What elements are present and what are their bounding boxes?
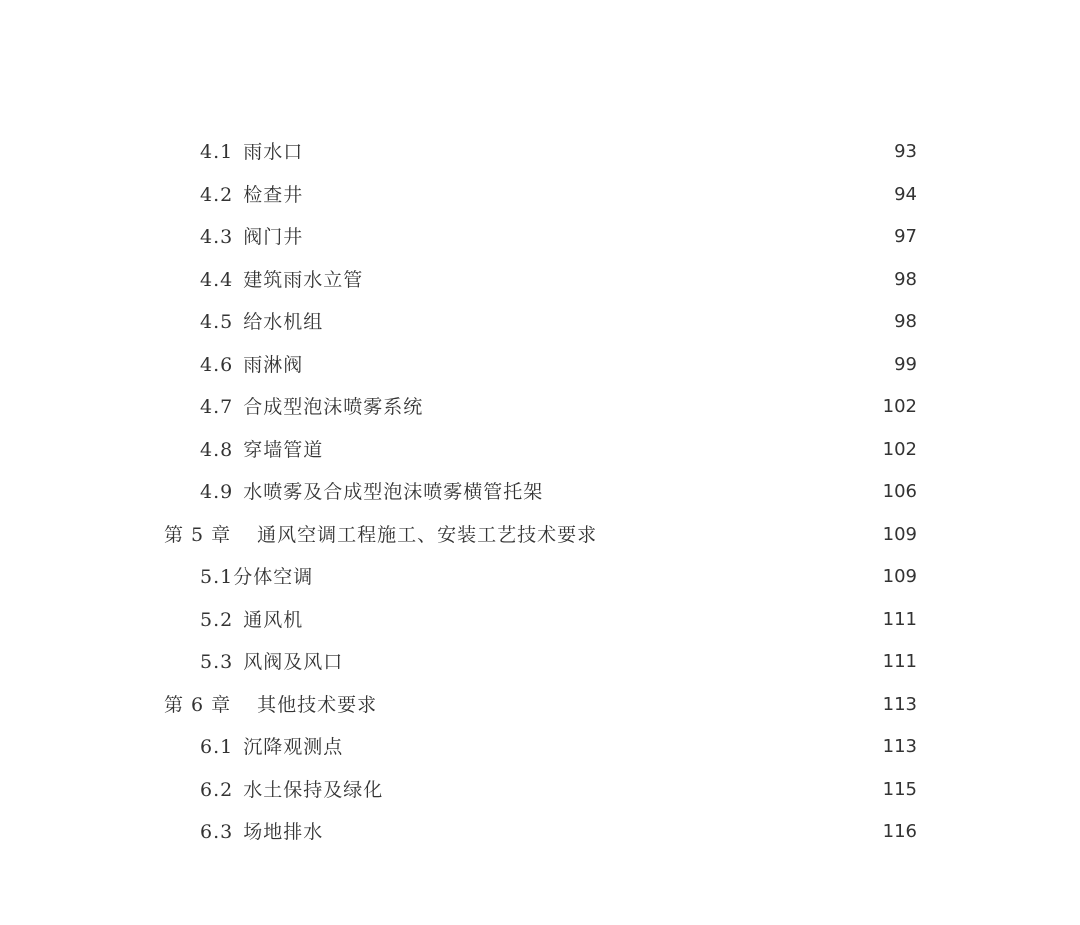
toc-entry-title: 建筑雨水立管 [243,268,364,291]
toc-entry-title: 场地排水 [243,821,324,843]
dot-leader [317,557,879,597]
toc-entry-title: 合成型泡沫喷雾系统 [243,396,424,418]
toc-entry-page: 102 [882,438,917,460]
toc-entry-title: 分体空调 [233,566,314,588]
toc-entry-page: 93 [894,141,917,162]
toc-chapter-5[interactable] [164,515,917,555]
dot-leader [387,770,879,810]
toc-chapter-title: 其他技术要求 [257,693,378,716]
toc-entry-page: 106 [882,481,917,502]
toc-entry-title: 水喷雾及合成型泡沫喷雾横管托架 [243,481,544,503]
toc-entry-number: 4.1 [200,141,234,163]
toc-entry-number: 4.4 [200,268,234,291]
toc-entry-5-2[interactable] [200,600,917,640]
toc-entry-page: 116 [882,821,917,842]
toc-entry-4-4[interactable] [200,260,917,300]
toc-entry-title: 阀门井 [243,226,304,248]
toc-entry-page: 98 [894,268,917,290]
toc-entry-number: 6.2 [200,778,234,801]
dot-leader [307,217,891,257]
toc-entry-4-8[interactable] [200,430,917,470]
toc-entry-page: 97 [894,226,917,247]
toc-entry-number: 5.1 [200,566,234,588]
toc-entry-title: 穿墙管道 [243,438,324,461]
toc-entry-number: 4.7 [200,396,234,418]
toc-entry-5-3[interactable] [200,642,917,682]
dot-leader [307,600,879,640]
toc-entry-6-2[interactable] [200,770,917,810]
toc-entry-number: 5.3 [200,651,234,673]
dot-leader [347,642,879,682]
toc-chapter-number: 第 6 章 [164,693,232,716]
toc-chapter-number: 第 5 章 [164,523,232,546]
toc-entry-page: 99 [894,353,917,375]
toc-entry-page: 111 [882,608,917,630]
dot-leader [381,685,879,725]
toc-chapter-6[interactable] [164,685,917,725]
toc-entry-title: 通风机 [243,608,304,631]
toc-entry-page: 111 [882,651,917,672]
dot-leader [307,175,891,215]
toc-entry-number: 4.6 [200,353,234,376]
toc-entry-5-1[interactable] [200,557,917,597]
toc-entry-page: 98 [894,311,917,332]
toc-entry-4-6[interactable] [200,345,917,385]
toc-entry-title: 雨水口 [243,141,304,163]
toc-entry-number: 4.8 [200,438,234,461]
dot-leader [347,727,879,767]
toc-entry-4-7[interactable] [200,387,917,427]
toc-entry-number: 6.3 [200,821,234,843]
toc-entry-6-3[interactable] [200,812,917,852]
dot-leader [327,302,891,342]
toc-entry-title: 雨淋阀 [243,353,304,376]
dot-leader [367,260,891,300]
dot-leader [547,472,879,512]
dot-leader [307,132,891,172]
toc-entry-title: 沉降观测点 [243,736,344,758]
toc-entry-page: 109 [882,566,917,587]
dot-leader [327,430,879,470]
toc-entry-number: 4.2 [200,183,234,206]
toc-entry-page: 109 [882,523,917,545]
toc-entry-number: 6.1 [200,736,234,758]
toc-entry-number: 5.2 [200,608,234,631]
dot-leader [601,515,879,555]
toc-entry-number: 4.5 [200,311,234,333]
toc-entry-page: 115 [882,778,917,800]
toc-entry-title: 风阀及风口 [243,651,344,673]
toc-entry-4-1[interactable] [200,132,917,172]
toc-entry-title: 给水机组 [243,311,324,333]
toc-entry-4-2[interactable] [200,175,917,215]
dot-leader [327,812,879,852]
dot-leader [427,387,879,427]
toc-entry-4-3[interactable] [200,217,917,257]
toc-entry-page: 102 [882,396,917,417]
dot-leader [307,345,891,385]
toc-entry-6-1[interactable] [200,727,917,767]
toc-entry-number: 4.3 [200,226,234,248]
toc-entry-title: 水土保持及绿化 [243,778,384,801]
toc-entry-number: 4.9 [200,481,234,503]
toc-entry-4-9[interactable] [200,472,917,512]
toc-entry-page: 94 [894,183,917,205]
toc-entry-4-5[interactable] [200,302,917,342]
toc-chapter-title: 通风空调工程施工、安装工艺技术要求 [257,523,598,546]
toc-entry-page: 113 [882,693,917,715]
toc-entry-title: 检查井 [243,183,304,206]
toc-entry-page: 113 [882,736,917,757]
